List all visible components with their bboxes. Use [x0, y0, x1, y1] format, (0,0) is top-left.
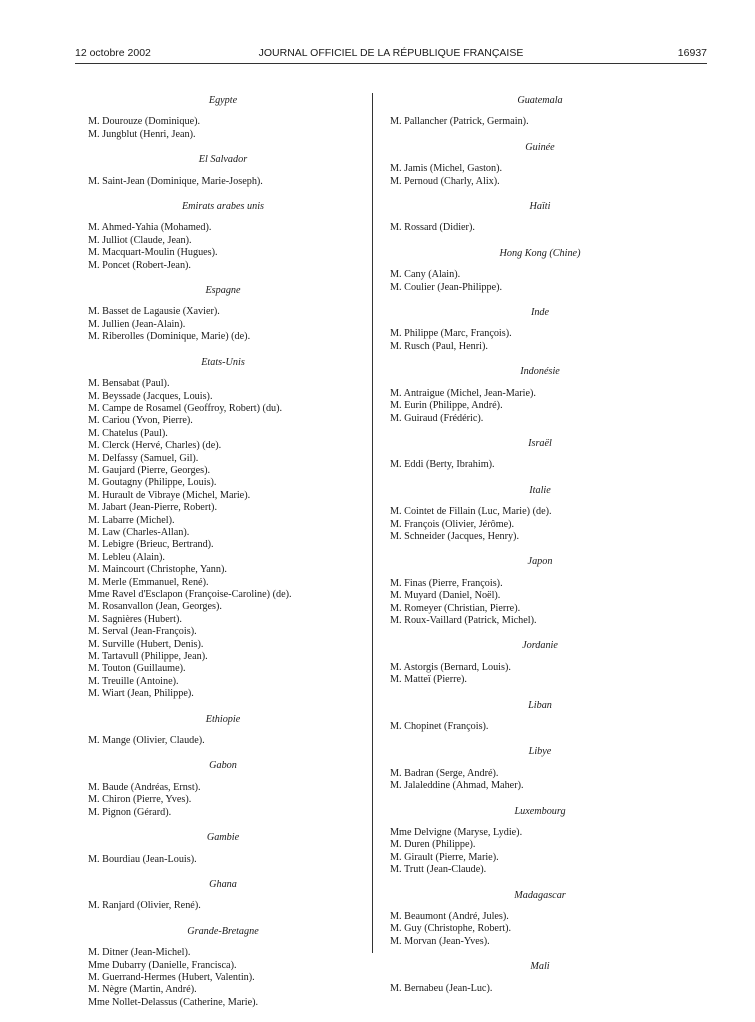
name-entry: M. Merle (Emmanuel, René). [88, 576, 209, 588]
name-entry: M. Jungblut (Henri, Jean). [88, 128, 196, 140]
name-list [390, 116, 690, 128]
name-entry: M. Muyard (Daniel, Noël). [390, 590, 501, 602]
country-section [88, 926, 358, 1009]
name-entry: M. Macquart-Moulin (Hugues). [88, 247, 218, 259]
name-entry: M. Tartavull (Philippe, Jean). [88, 651, 208, 663]
name-entry: M. Baude (Andréas, Ernst). [88, 781, 201, 793]
country-heading: Inde [530, 307, 550, 319]
name-entry: M. Clerck (Hervé, Charles) (de). [88, 440, 222, 452]
country-section [390, 640, 690, 686]
name-entry: M. Eddi (Berty, Ibrahim). [390, 459, 495, 471]
country-section [390, 248, 690, 294]
name-entry: M. Lebigre (Brieuc, Bertrand). [88, 539, 214, 551]
country-heading: Liban [528, 699, 552, 711]
name-entry: M. Bensabat (Paul). [88, 378, 170, 390]
country-section [390, 485, 690, 544]
name-entry: M. Basset de Lagausie (Xavier). [88, 306, 220, 318]
country-section [390, 366, 690, 425]
name-list [390, 983, 690, 995]
name-entry: M. Serval (Jean-François). [88, 626, 197, 638]
name-list [88, 222, 358, 272]
name-list [88, 900, 358, 912]
country-section [88, 201, 358, 272]
header-date: 12 octobre 2002 [75, 47, 151, 59]
country-heading: Italie [529, 484, 551, 496]
header-rule [75, 63, 707, 64]
name-list [390, 721, 690, 733]
name-entry: M. Pignon (Gérard). [88, 806, 172, 818]
name-list [390, 506, 690, 543]
journal-title: JOURNAL OFFICIEL DE LA RÉPUBLIQUE FRANÇAISE [258, 47, 524, 59]
name-entry: Mme Dubarry (Danielle, Francisca). [88, 959, 237, 971]
name-entry: M. Jullien (Jean-Alain). [88, 318, 186, 330]
country-heading: Gambie [206, 832, 240, 844]
country-heading: Haïti [529, 201, 551, 213]
name-list [390, 911, 690, 948]
name-entry: M. Philippe (Marc, François). [390, 328, 512, 340]
country-section [88, 154, 358, 188]
name-entry: M. Campe de Rosamel (Geoffroy, Robert) (du). [88, 402, 283, 414]
country-heading: Guinée [525, 141, 555, 153]
name-entry: M. Chiron (Pierre, Yves). [88, 794, 192, 806]
country-section [88, 285, 358, 344]
left-column [88, 95, 358, 1022]
name-entry: M. Riberolles (Dominique, Marie) (de). [88, 331, 251, 343]
right-column [390, 95, 690, 1008]
country-section [88, 357, 358, 701]
name-entry: M. Maincourt (Christophe, Yann). [88, 564, 227, 576]
country-heading: Emirats arabes unis [181, 201, 265, 213]
name-entry: M. Guy (Christophe, Robert). [390, 923, 512, 935]
name-list [390, 328, 690, 353]
name-entry: Mme Nollet-Delassus (Catherine, Marie). [88, 996, 259, 1008]
country-section [88, 760, 358, 819]
name-entry: M. Mange (Olivier, Claude). [88, 735, 205, 747]
name-entry: M. Rusch (Paul, Henri). [390, 340, 488, 352]
name-entry: M. Ditner (Jean-Michel). [88, 947, 191, 959]
name-entry: M. Lebleu (Alain). [88, 551, 165, 563]
name-list [390, 827, 690, 877]
name-entry: M. Roux-Vaillard (Patrick, Michel). [390, 614, 537, 626]
page-header [75, 47, 707, 63]
name-list [88, 176, 358, 188]
country-heading: Espagne [205, 285, 241, 297]
name-entry: M. Cointet de Fillain (Luc, Marie) (de). [390, 506, 552, 518]
country-heading: Guatemala [517, 95, 563, 106]
name-list [390, 662, 690, 687]
name-entry: M. Ranjard (Olivier, René). [88, 900, 201, 912]
name-entry: M. Pernoud (Charly, Alix). [390, 175, 500, 187]
name-entry: M. Coulier (Jean-Philippe). [390, 281, 503, 293]
name-entry: M. Beaumont (André, Jules). [390, 911, 509, 923]
name-list [390, 459, 690, 471]
country-section [88, 95, 358, 141]
name-list [88, 854, 358, 866]
country-heading: Japon [527, 556, 553, 568]
country-heading: El Salvador [198, 154, 248, 166]
name-entry: M. Jabart (Jean-Pierre, Robert). [88, 502, 217, 514]
name-entry: M. Duren (Philippe). [390, 839, 476, 851]
name-entry: M. Bourdiau (Jean-Louis). [88, 853, 197, 865]
name-list [88, 782, 358, 819]
country-heading: Indonésie [520, 366, 560, 378]
name-entry: M. Jamis (Michel, Gaston). [390, 163, 503, 175]
name-entry: M. Pallancher (Patrick, Germain). [390, 116, 529, 128]
name-list [390, 768, 690, 793]
name-list [390, 388, 690, 425]
country-section [390, 961, 690, 995]
name-entry: M. Rosanvallon (Jean, Georges). [88, 601, 222, 613]
name-entry: M. Gaujard (Pierre, Georges). [88, 464, 211, 476]
name-entry: M. Surville (Hubert, Denis). [88, 638, 204, 650]
name-entry: M. Poncet (Robert-Jean). [88, 259, 191, 271]
name-entry: M. Chopinet (François). [390, 721, 489, 732]
name-entry: M. Badran (Serge, André). [390, 767, 499, 779]
name-list [88, 306, 358, 343]
country-section [390, 700, 690, 734]
country-heading: Jordanie [522, 640, 558, 652]
name-entry: M. Touton (Guillaume). [88, 663, 186, 675]
name-list [390, 269, 690, 294]
name-list [390, 222, 690, 234]
name-entry: M. Wiart (Jean, Philippe). [88, 688, 194, 700]
country-section [390, 890, 690, 949]
name-entry: M. Cariou (Yvon, Pierre). [88, 415, 193, 427]
name-list [88, 378, 358, 701]
country-section [390, 806, 690, 877]
country-heading: Grande-Bretagne [187, 925, 259, 937]
name-list [88, 735, 358, 747]
name-entry: M. Hurault de Vibraye (Michel, Marie). [88, 489, 251, 501]
name-entry: M. Morvan (Jean-Yves). [390, 935, 490, 947]
name-entry: M. Chatelus (Paul). [88, 427, 168, 439]
name-entry: M. Goutagny (Philippe, Louis). [88, 477, 217, 489]
country-heading: Ghana [209, 878, 237, 890]
name-entry: M. Guerrand-Hermes (Hubert, Valentin). [88, 971, 255, 983]
country-section [390, 201, 690, 235]
country-heading: Etats-Unis [201, 356, 245, 368]
name-entry: M. Girault (Pierre, Marie). [390, 851, 499, 863]
name-entry: Mme Ravel d'Esclapon (Françoise-Caroline) (de). [88, 589, 292, 600]
country-section [390, 95, 690, 129]
name-entry: M. Rossard (Didier). [390, 222, 475, 234]
country-heading: Gabon [209, 760, 237, 772]
name-entry: M. Nègre (Martin, André). [88, 984, 197, 996]
country-heading: Madagascar [514, 889, 566, 901]
country-section [88, 714, 358, 748]
country-section [390, 142, 690, 188]
name-entry: M. Dourouze (Dominique). [88, 116, 201, 128]
name-entry: M. Romeyer (Christian, Pierre). [390, 602, 521, 614]
name-entry: M. Finas (Pierre, François). [390, 577, 503, 589]
name-list [88, 947, 358, 1009]
name-list [390, 578, 690, 628]
name-entry: M. Sagnières (Hubert). [88, 613, 182, 625]
name-entry: M. Jalaleddine (Ahmad, Maher). [390, 780, 524, 792]
name-list [390, 163, 690, 188]
country-heading: Luxembourg [514, 805, 566, 817]
country-section [390, 438, 690, 472]
page-number: 16937 [677, 47, 707, 59]
name-entry: M. Ahmed-Yahia (Mohamed). [88, 222, 212, 234]
country-heading: Libye [528, 746, 552, 758]
country-section [390, 556, 690, 627]
name-entry: M. François (Olivier, Jérôme). [390, 518, 515, 530]
name-entry: M. Saint-Jean (Dominique, Marie-Joseph). [88, 175, 263, 187]
country-section [390, 307, 690, 353]
country-heading: Mali [530, 961, 550, 973]
name-list [88, 116, 358, 141]
name-entry: M. Schneider (Jacques, Henry). [390, 530, 520, 542]
country-heading: Ethiopie [205, 713, 241, 725]
name-entry: M. Astorgis (Bernard, Louis). [390, 661, 511, 673]
name-entry: M. Antraigue (Michel, Jean-Marie). [390, 387, 536, 399]
name-entry: M. Trutt (Jean-Claude). [390, 864, 487, 876]
name-entry: M. Cany (Alain). [390, 269, 461, 281]
country-section [88, 879, 358, 913]
name-entry: M. Matteï (Pierre). [390, 674, 467, 686]
name-entry: M. Law (Charles-Allan). [88, 526, 190, 538]
name-entry: M. Labarre (Michel). [88, 514, 175, 526]
column-divider [372, 93, 373, 953]
name-entry: M. Delfassy (Samuel, Gil). [88, 452, 199, 464]
country-section [390, 746, 690, 792]
name-entry: M. Julliot (Claude, Jean). [88, 234, 192, 246]
name-entry: M. Treuille (Antoine). [88, 675, 179, 687]
name-entry: M. Guiraud (Frédéric). [390, 412, 484, 424]
country-heading: Israël [528, 437, 552, 449]
name-entry: Mme Delvigne (Maryse, Lydie). [390, 827, 523, 839]
name-entry: M. Eurin (Philippe, André). [390, 400, 503, 412]
country-heading: Hong Kong (Chine) [499, 247, 581, 259]
country-heading: Egypte [208, 95, 238, 106]
country-section [88, 832, 358, 866]
name-entry: M. Beyssade (Jacques, Louis). [88, 390, 213, 402]
name-entry: M. Bernabeu (Jean-Luc). [390, 982, 493, 994]
